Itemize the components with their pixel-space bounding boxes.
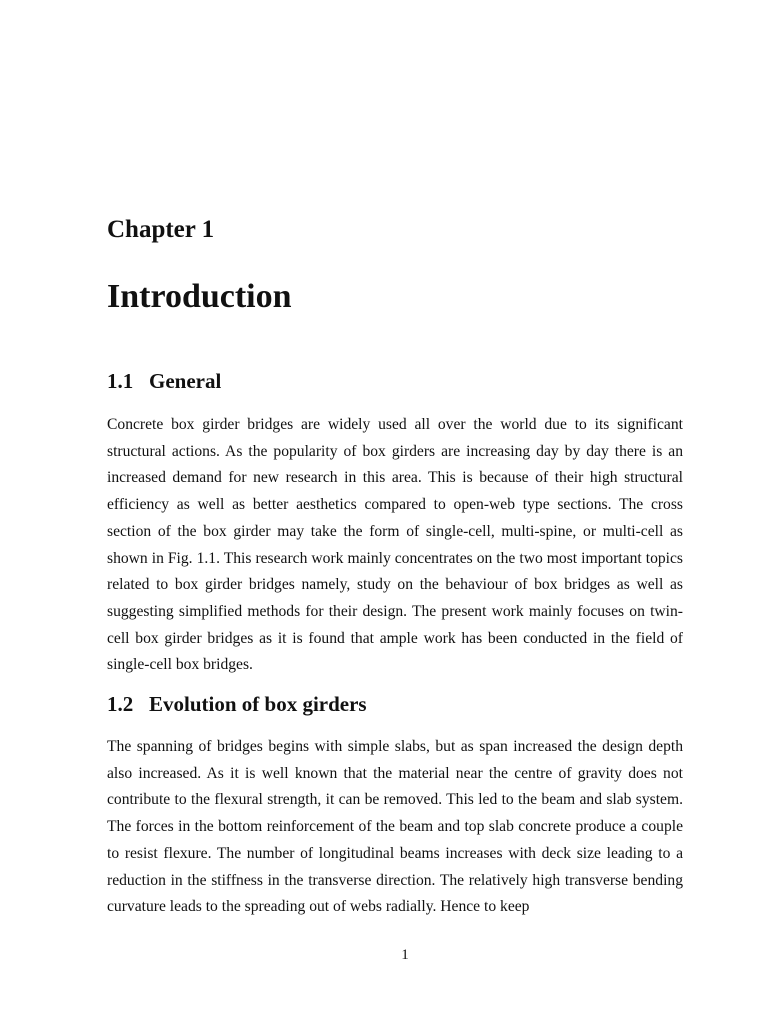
chapter-title: Introduction: [107, 278, 292, 315]
section-paragraph-evolution: The spanning of bridges begins with simple slabs, but as span increased the design depth also increased. As it is well known that the material near the centre of gravity does not contribute to the flexural strength, it can be removed. This led to the beam and slab system. The forces in the bottom reinforcement of the beam and top slab concrete produce a couple to resist flexure. The number of longitudinal beams increases with deck size leading to a reduction in the stiffness in the transverse direction. The relatively high transverse bending curvature leads to the spreading out of webs radially. Hence to keep: [107, 738, 683, 916]
section-paragraph-general: Concrete box girder bridges are widely used all over the world due to its significant structural actions. As the popularity of box girders are increasing day by day there is an increased demand for new research in this area. This is because of their high structural efficiency as well as better aesthetics compared to open-web type sections. The cross section of the box girder may take the form of single-cell, multi-spine, or multi-cell as shown in Fig. 1.1. This research work mainly concentrates on the two most important topics related to box girder bridges namely, study on the behaviour of box bridges as well as suggesting simplified methods for their design. The present work mainly focuses on twin- cell box girder bridges as it is found that ample work has been conducted in the field of single-cell box bridges.: [107, 416, 683, 674]
page-number: 1: [401, 947, 409, 963]
section-heading-evolution: [107, 690, 367, 718]
section-number: 1.1: [107, 369, 134, 393]
section-number: 1.2: [107, 692, 134, 716]
chapter-label: Chapter 1: [107, 216, 215, 243]
section-title: Evolution of box girders: [149, 692, 367, 716]
section-heading-general: [107, 367, 221, 395]
section-title: General: [149, 369, 222, 393]
